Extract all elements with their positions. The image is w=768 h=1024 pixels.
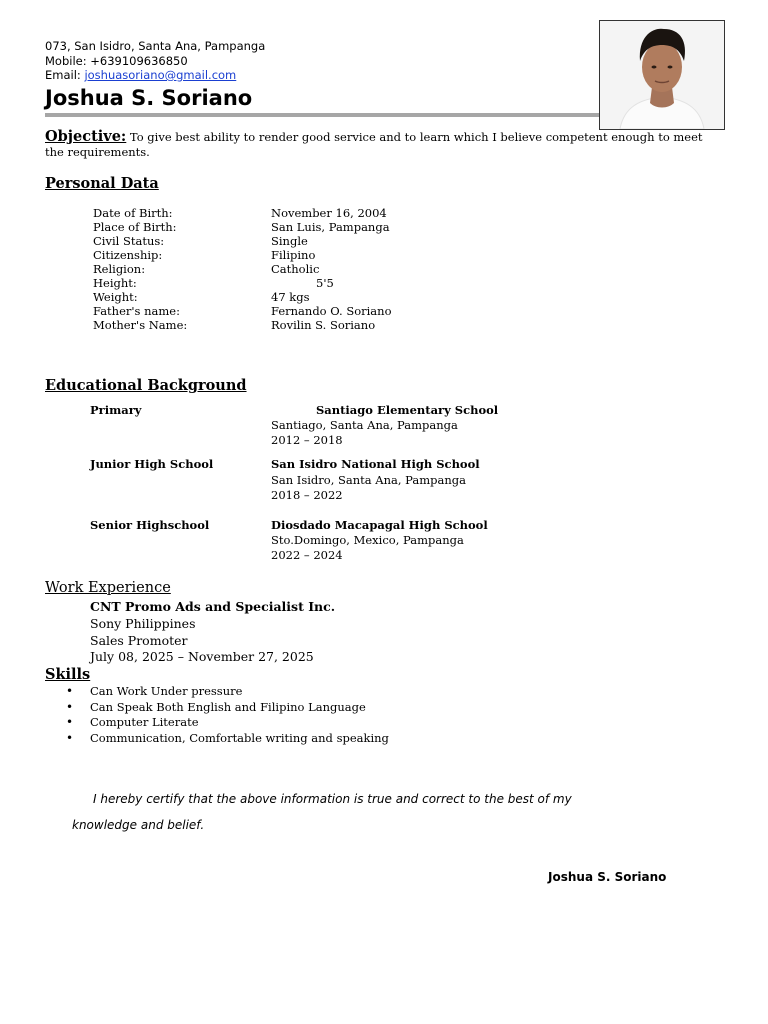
edu-level-senior: Senior Highschool <box>90 518 210 532</box>
skills-list <box>66 684 389 746</box>
contact-address: 073, San Isidro, Santa Ana, Pampanga <box>45 39 266 53</box>
pd-value-father: Fernando O. Soriano <box>271 304 392 318</box>
work-heading: Work Experience <box>45 580 171 596</box>
edu-location-junior: San Isidro, Santa Ana, Pampanga <box>271 473 466 487</box>
pd-label-citizenship: Citizenship: <box>93 248 163 262</box>
pd-value-citizenship: Filipino <box>271 248 316 262</box>
pd-label-pob: Place of Birth: <box>93 220 177 234</box>
pd-label-father: Father's name: <box>93 304 180 318</box>
person-photo-icon <box>600 21 724 129</box>
pd-value-pob: San Luis, Pampanga <box>271 220 390 234</box>
pd-label-weight: Weight: <box>93 290 138 304</box>
pd-value-height: 5'5 <box>316 276 334 290</box>
contact-email-link[interactable]: joshuasoriano@gmail.com <box>84 68 237 82</box>
certification-line-2: knowledge and belief. <box>72 818 205 832</box>
edu-location-primary: Santiago, Santa Ana, Pampanga <box>271 418 458 432</box>
work-period: July 08, 2025 – November 27, 2025 <box>90 649 314 665</box>
pd-value-religion: Catholic <box>271 262 320 276</box>
pd-value-dob: November 16, 2004 <box>271 206 387 220</box>
work-company: CNT Promo Ads and Specialist Inc. <box>90 599 336 614</box>
edu-school-senior: Diosdado Macapagal High School <box>271 518 488 532</box>
edu-level-junior: Junior High School <box>90 457 214 471</box>
pd-value-civil-status: Single <box>271 234 308 248</box>
edu-school-junior: San Isidro National High School <box>271 457 480 471</box>
signature-name: Joshua S. Soriano <box>548 870 667 884</box>
applicant-name: Joshua S. Soriano <box>45 86 253 110</box>
pd-value-weight: 47 kgs <box>271 290 310 304</box>
contact-email-label: Email: <box>45 68 85 82</box>
edu-school-primary: Santiago Elementary School <box>316 403 499 417</box>
profile-photo <box>599 20 725 130</box>
certification-line-1: I hereby certify that the above information is true and correct to the best of my <box>93 792 572 806</box>
work-position: Sales Promoter <box>90 632 188 648</box>
skill-item: • Computer Literate <box>66 715 389 731</box>
objective-text: To give best ability to render good service and to learn which I believe competent enough to meet the requirements. <box>45 130 703 159</box>
skill-item: • Can Work Under pressure <box>66 684 389 700</box>
edu-years-junior: 2018 – 2022 <box>271 488 343 502</box>
skills-heading: Skills <box>45 666 91 683</box>
edu-level-primary: Primary <box>90 403 142 417</box>
pd-label-height: Height: <box>93 276 137 290</box>
edu-years-primary: 2012 – 2018 <box>271 433 343 447</box>
skill-item: • Can Speak Both English and Filipino Language <box>66 700 389 716</box>
pd-label-civil-status: Civil Status: <box>93 234 165 248</box>
contact-email-line <box>45 68 236 83</box>
personal-data-heading: Personal Data <box>45 175 159 192</box>
pd-label-dob: Date of Birth: <box>93 206 173 220</box>
work-client: Sony Philippines <box>90 615 196 631</box>
pd-label-mother: Mother's Name: <box>93 318 188 332</box>
skill-item: • Communication, Comfortable writing and speaking <box>66 731 389 747</box>
edu-years-senior: 2022 – 2024 <box>271 548 343 562</box>
work-entry <box>90 599 335 666</box>
edu-location-senior: Sto.Domingo, Mexico, Pampanga <box>271 533 464 547</box>
objective-label: Objective: <box>45 128 127 145</box>
contact-mobile: Mobile: +639109636850 <box>45 54 188 68</box>
education-heading: Educational Background <box>45 377 247 394</box>
pd-value-mother: Rovilin S. Soriano <box>271 318 376 332</box>
objective <box>45 129 715 160</box>
pd-label-religion: Religion: <box>93 262 146 276</box>
